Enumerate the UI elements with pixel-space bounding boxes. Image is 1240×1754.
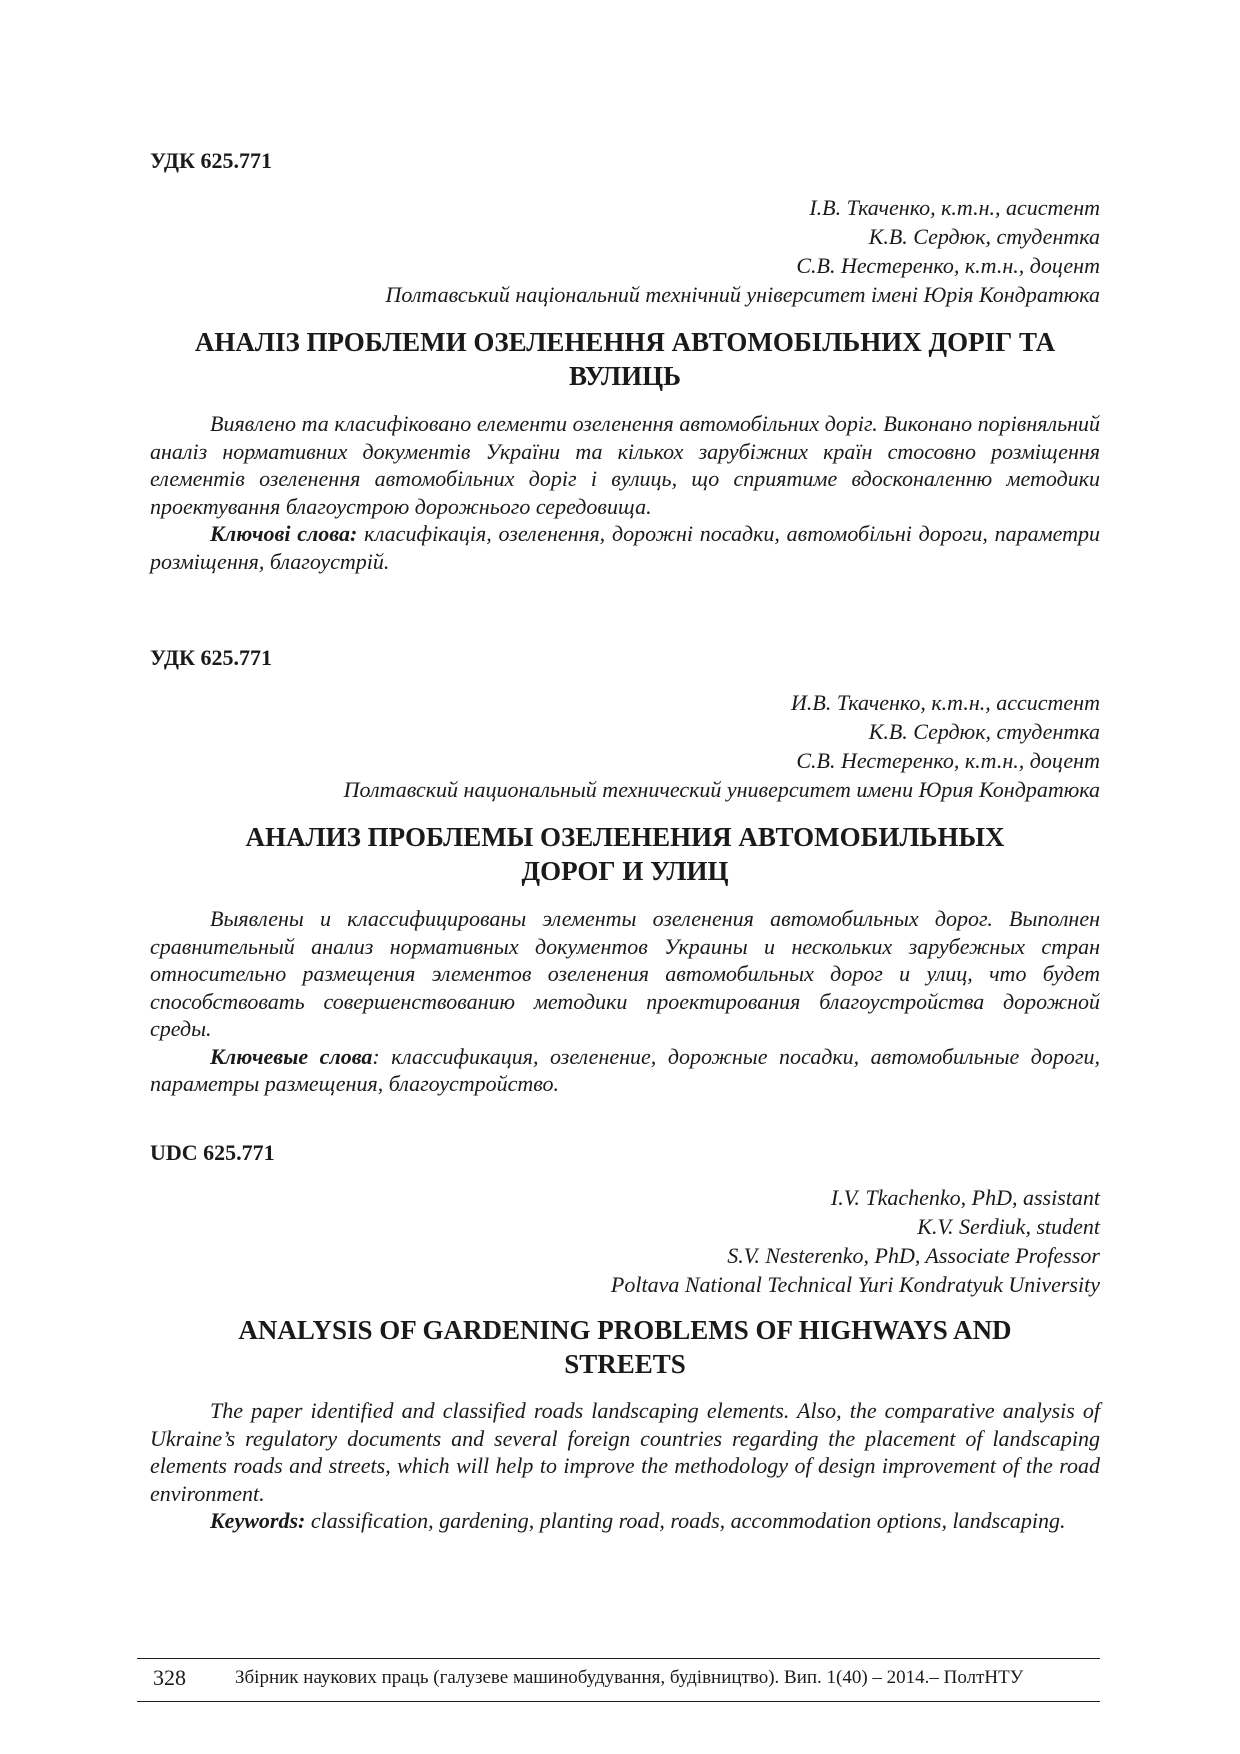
author-block (344, 688, 1100, 804)
abstract-block (150, 1397, 1100, 1535)
keywords-label: Ключові слова: (210, 521, 358, 546)
abstract-block (150, 410, 1100, 575)
author-line: К.В. Сердюк, студентка (868, 719, 1100, 744)
author-line: І.В. Ткаченко, к.т.н., асистент (809, 195, 1100, 220)
keywords-text: classification, gardening, planting road, roads, accommodation options, landscaping. (305, 1508, 1066, 1533)
abstract-text: Виявлено та класифіковано елементи озеленення автомобільних доріг. Виконано порівняльний аналіз нормативних документів України та кількох зарубіжних країн стосовно розміщення елементів озеленення автомобільних доріг і вулиць, що сприятиме вдосконаленню методики проектування благоустрою дорожнього середовища. (150, 411, 1100, 519)
article-title (150, 325, 1100, 393)
article-title (150, 820, 1100, 888)
affiliation: Полтавский национальный технический университет имени Юрия Кондратюка (343, 777, 1100, 802)
author-line: С.В. Нестеренко, к.т.н., доцент (796, 748, 1100, 773)
keywords-label: Ключевые слова (210, 1043, 373, 1069)
affiliation: Poltava National Technical Yuri Kondratyuk University (610, 1272, 1100, 1297)
title-line: АНАЛІЗ ПРОБЛЕМИ ОЗЕЛЕНЕННЯ АВТОМОБІЛЬНИХ ДОРІГ ТА (194, 327, 1056, 357)
keywords-paragraph (150, 520, 1100, 575)
author-line: К.В. Сердюк, студентка (868, 224, 1100, 249)
page (150, 0, 1100, 1754)
keywords-paragraph (150, 1507, 1100, 1535)
title-line: АНАЛИЗ ПРОБЛЕМЫ ОЗЕЛЕНЕНИЯ АВТОМОБИЛЬНЫХ (245, 822, 1005, 852)
keywords-text: класифікація, озеленення, дорожні посадки, автомобільні дороги, параметри розміщення, благоустрій. (150, 521, 1101, 574)
keywords-label: Keywords: (210, 1508, 306, 1533)
title-line: STREETS (564, 1349, 686, 1379)
footer-rule-top (137, 1658, 1100, 1659)
title-line: ДОРОГ И УЛИЦ (521, 856, 729, 886)
abstract-text: Выявлены и классифицированы элементы озеленения автомобильных дорог. Выполнен сравнительный анализ нормативных документов Украины и нескольких зарубежных стран относительно размещения элементов озеленения автомобильных дорог и улиц, что будет способствовать совершенствованию методики проектирования благоустройства дорожной среды. (150, 906, 1100, 1041)
udc-code: UDC 625.771 (150, 1140, 275, 1165)
author-line: S.V. Nesterenko, PhD, Associate Professor (727, 1243, 1100, 1268)
journal-citation: Збірник наукових праць (галузеве машинобудування, будівництво). Вип. 1(40) – 2014.– ПолтНТУ (235, 1667, 1024, 1688)
page-number: 328 (153, 1665, 186, 1690)
title-line: ANALYSIS OF GARDENING PROBLEMS OF HIGHWAYS AND (238, 1315, 1012, 1345)
article-title (150, 1313, 1100, 1381)
author-line: K.V. Serdiuk, student (917, 1214, 1100, 1239)
author-line: I.V. Tkachenko, PhD, assistant (830, 1185, 1100, 1210)
udc-code: УДК 625.771 (150, 148, 273, 173)
affiliation: Полтавський національний технічний університет імені Юрія Кондратюка (385, 282, 1100, 307)
author-line: С.В. Нестеренко, к.т.н., доцент (796, 253, 1100, 278)
footer-rule-bottom (137, 1701, 1100, 1702)
keywords-paragraph (150, 1043, 1100, 1098)
author-block (611, 1183, 1100, 1299)
title-line: ВУЛИЦЬ (568, 361, 682, 391)
keywords-text: : классификация, озеленение, дорожные посадки, автомобильные дороги, параметры размещения, благоустройство. (150, 1043, 1100, 1096)
author-block (385, 193, 1100, 309)
udc-code: УДК 625.771 (150, 645, 273, 670)
abstract-text: The paper identified and classified roads landscaping elements. Also, the comparative analysis of Ukraine’s regulatory documents and several foreign countries regarding the placement of landscaping elements roads and streets, which will help to improve the methodology of design improvement of the road environment. (150, 1398, 1100, 1506)
author-line: И.В. Ткаченко, к.т.н., ассистент (791, 690, 1100, 715)
abstract-block (150, 905, 1100, 1098)
